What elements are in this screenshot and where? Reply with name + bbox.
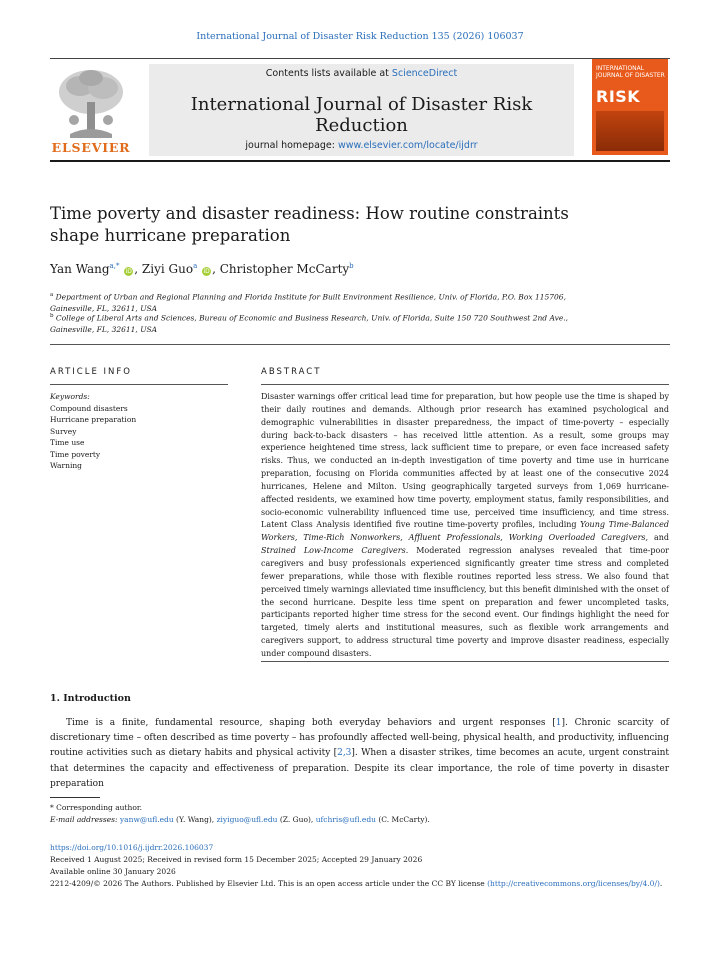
homepage-prefix: journal homepage:: [245, 140, 338, 151]
license-link[interactable]: (http://creativecommons.org/licenses/by/4.0/): [487, 879, 660, 888]
masthead-bottom-rule: [50, 160, 670, 162]
email-link[interactable]: ziyiguo@ufl.edu: [216, 815, 278, 824]
author-name[interactable]: Ziyi Guo: [141, 262, 194, 276]
elsevier-tree-icon: [50, 64, 132, 140]
author-affiliation-mark[interactable]: a: [193, 262, 198, 270]
footnotes: [50, 802, 430, 826]
license-text: 2212-4209/© 2026 The Authors. Published by Elsevier Ltd. This is an open access article under the CC BY license: [50, 879, 485, 888]
journal-citation-link[interactable]: International Journal of Disaster Risk Reduction 135 (2026) 106037: [196, 31, 524, 42]
elsevier-wordmark: ELSEVIER: [51, 140, 131, 155]
author-name[interactable]: Christopher McCarty: [219, 262, 350, 276]
keyword-item: Compound disasters: [50, 403, 128, 413]
keywords-list: [50, 391, 136, 472]
footnote-rule: [50, 797, 100, 798]
masthead-top-rule: [50, 58, 670, 59]
abstract-and: and: [648, 533, 669, 543]
abstract-heading: ABSTRACT: [261, 367, 322, 377]
affiliation-divider: [50, 344, 670, 345]
cover-big-text: RISK: [596, 87, 641, 106]
article-title: [50, 203, 610, 247]
journal-cover-image[interactable]: [592, 59, 668, 155]
abstract-body: [261, 391, 669, 661]
journal-homepage-link[interactable]: www.elsevier.com/locate/ijdrr: [337, 140, 478, 151]
doi-link[interactable]: https://doi.org/10.1016/j.ijdrr.2026.106037: [50, 843, 214, 852]
abstract-last-profile: Strained Low-Income Caregivers: [261, 546, 406, 556]
reference-link[interactable]: 1: [555, 718, 562, 728]
article-title-line-1: Time poverty and disaster readiness: How routine constraints: [50, 204, 569, 223]
abstract-rule: [261, 384, 669, 385]
email-owner: (Z. Guo),: [277, 815, 316, 824]
keyword-item: Time use: [50, 438, 85, 447]
keyword-item: Time poverty: [50, 449, 101, 459]
author-name[interactable]: Yan Wang: [50, 262, 110, 276]
journal-title: International Journal of Disaster Risk Reduction: [190, 94, 533, 136]
keyword-item: Survey: [50, 426, 77, 436]
email-link[interactable]: ufchris@ufl.edu: [315, 815, 376, 824]
affiliation-text: College of Liberal Arts and Sciences, Bureau of Economic and Business Research, Univ. of Florida, Suite 150 720 Southwest 2nd Ave., Gainesville, FL, 32611, USA: [50, 313, 569, 334]
email-owner: (Y. Wang),: [173, 815, 217, 824]
affiliation-text: Department of Urban and Regional Planning and Florida Institute for Built Environment Resilience, Univ. of Florida, P.O. Box 115706, Gainesville, FL, 32611, USA: [50, 292, 566, 313]
cover-small-text: INTERNATIONAL JOURNAL OF DISASTER: [596, 65, 665, 79]
article-title-line-2: shape hurricane preparation: [50, 226, 291, 245]
intro-text: ]. Chronic scarcity of discretionary time – often described as time poverty – has profoundly affected well-being, physical health, and productivity, influencing routine activities such as dietary habits and physical activity [: [50, 718, 669, 759]
cover-art: [596, 111, 664, 151]
email-link[interactable]: yanw@ufl.edu: [119, 815, 174, 824]
article-metadata: [50, 842, 669, 890]
affiliation-b: [50, 311, 575, 335]
article-info-rule: [50, 384, 228, 385]
abstract-text: Disaster warnings offer critical lead time for preparation, but how people use the time is shaped by their daily routines and demands. Although prior research has examined psychological and demographic vulnerabilities in disaster preparedness, the impact of time-poverty – especially during back-to-back disasters – has received little attention. As a result, some groups may experience heightened time stress, lack sufficient time to prepare, or even face increased safety risks. Thus, we conducted an in-depth investigation of time poverty and time use in hurricane preparation, focusing on Florida communities affected by at least one of the consecutive 2024 hurricanes, Helene and Milton. Using geographically targeted surveys from 1,069 hurricane-affected residents, we examined how time poverty, employment status, family responsibilities, and socio-economic vulnerability influenced time use, perceived time insufficiency, and time stress. Latent Class Analysis identified five routine time-poverty profiles, including: [261, 392, 669, 530]
contents-prefix: Contents lists available at: [265, 68, 392, 79]
journal-homepage: [149, 140, 574, 151]
affiliation-a: [50, 290, 575, 314]
license-statement: [50, 878, 669, 890]
section-heading-introduction: 1. Introduction: [50, 693, 131, 704]
abstract-bottom-rule: [261, 661, 669, 662]
intro-text: ]. When a disaster strikes, time becomes an acute, urgent constraint that determines the capacity and effectiveness of preparation. Despite its clear importance, the role of time poverty in disaster preparation: [50, 748, 670, 789]
received-dates: Received 1 August 2025; Received in revised form 15 December 2025; Accepted 29 January 2026: [50, 855, 423, 864]
keyword-item: Warning: [50, 461, 82, 470]
affiliation-mark: a: [50, 292, 54, 298]
intro-text: Time is a finite, fundamental resource, shaping both everyday behaviors and urgent responses [: [66, 718, 556, 728]
reference-link[interactable]: 2,3: [337, 748, 352, 759]
affiliation-mark: b: [50, 313, 54, 319]
email-addresses: [50, 814, 430, 826]
email-owner: (C. McCarty).: [375, 815, 430, 824]
sciencedirect-link[interactable]: ScienceDirect: [391, 68, 458, 79]
corresponding-author-note: * Corresponding author.: [50, 803, 143, 812]
contents-availability: [149, 68, 574, 79]
abstract-profiles: Young Time-Balanced Workers, Time-Rich Nonworkers, Affluent Professionals, Working Overloaded Caregivers,: [261, 520, 669, 543]
abstract-text-cont: . Moderated regression analyses revealed that time-poor caregivers and busy professionals experienced significantly greater time stress and completed fewer preparations, while those with flexible routines reported less stress. We also found that perceived timely warnings alleviated time insufficiency, but this benefit diminished with the onset of the second hurricane. Despite less time spent on preparation and fewer uncompleted tasks, participants reported higher time stress for the second event. Our findings highlight the need for targeted, timely alerts and institutional measures, such as flexible work arrangements and caregivers support, to address structural time poverty and improve disaster readiness, especially under compound disasters.: [261, 546, 669, 658]
orcid-icon[interactable]: iD: [125, 268, 132, 275]
license-end: .: [659, 879, 663, 888]
orcid-icon[interactable]: iD: [203, 268, 210, 275]
keyword-item: Hurricane preparation: [50, 415, 137, 424]
email-label: E-mail addresses:: [50, 815, 120, 824]
author-affiliation-mark[interactable]: a,*: [109, 262, 120, 270]
elsevier-logo[interactable]: [50, 64, 132, 156]
article-info-heading: ARTICLE INFO: [50, 367, 132, 377]
author-affiliation-mark[interactable]: b: [349, 262, 354, 270]
introduction-paragraph: [50, 716, 669, 792]
author-list: Yan Wang$^{a,*}$ iD , Ziyi Guo$^a$ iD , Christopher McCarty$^b$: [50, 262, 354, 276]
journal-masthead: [149, 64, 574, 156]
keywords-label: Keywords:: [50, 392, 90, 401]
available-online-date: Available online 30 January 2026: [50, 867, 176, 876]
